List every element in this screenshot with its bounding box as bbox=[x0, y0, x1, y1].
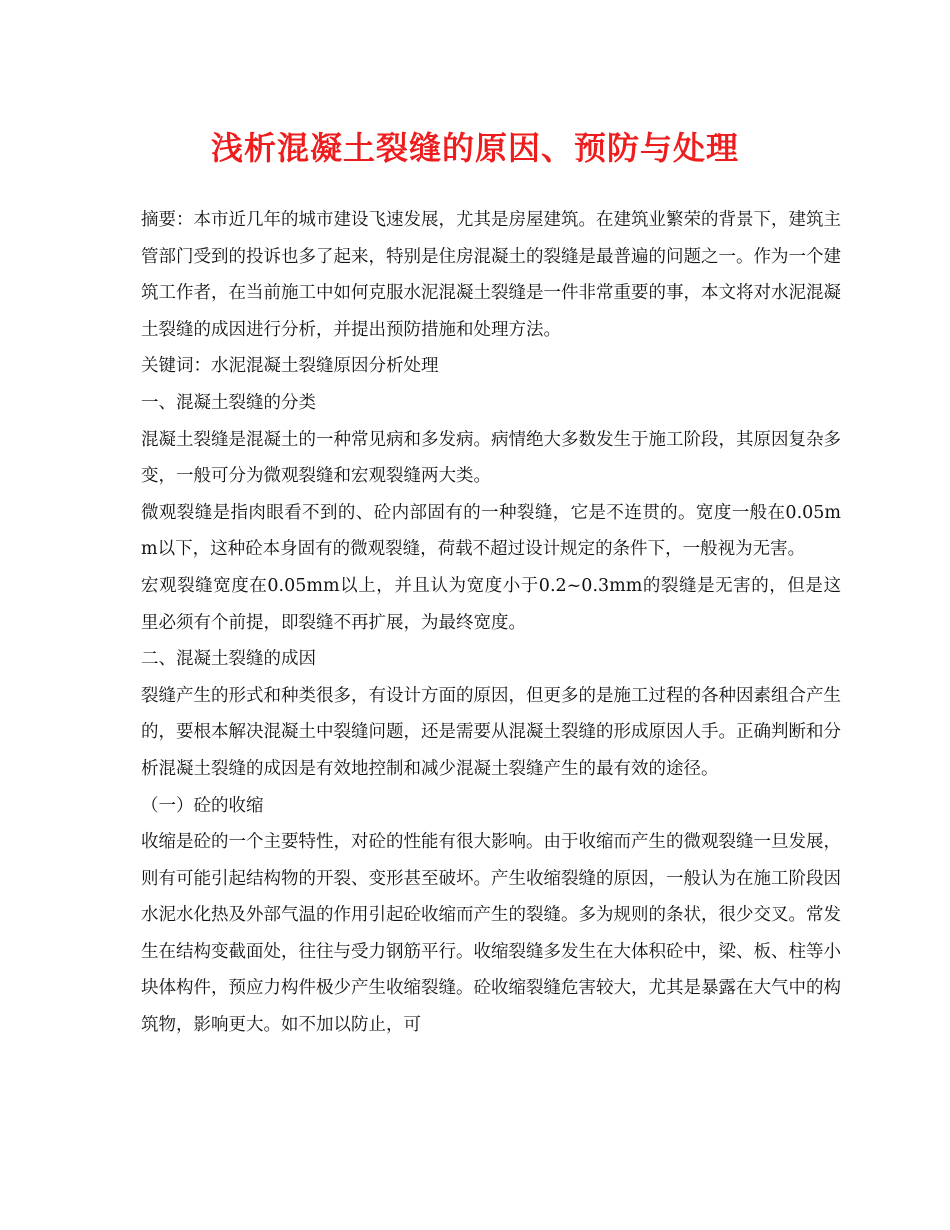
body-paragraph: 宏观裂缝宽度在0.05mm以上，并且认为宽度小于0.2~0.3mm的裂缝是无害的，但是这里必须有个前提，即裂缝不再扩展，为最终宽度。 bbox=[141, 575, 841, 633]
body-paragraph: 裂缝产生的形式和种类很多，有设计方面的原因，但更多的是施工过程的各种因素组合产生的，要根本解决混凝土中裂缝问题，还是需要从混凝土裂缝的形成原因人手。正确判断和分析混凝土裂缝的成因是有效地控制和减少混凝土裂缝产生的最有效的途径。 bbox=[141, 685, 841, 779]
keywords-line: 关键词：水泥混凝土裂缝原因分析处理 bbox=[141, 356, 439, 377]
section-heading: 二、混凝土裂缝的成因 bbox=[141, 649, 316, 670]
subsection-heading: （一）砼的收缩 bbox=[141, 795, 264, 816]
document-body bbox=[141, 202, 841, 1044]
section-heading: 一、混凝土裂缝的分类 bbox=[141, 392, 316, 413]
body-paragraph: 微观裂缝是指肉眼看不到的、砼内部固有的一种裂缝，它是不连贯的。宽度一般在0.05mm以下，这种砼本身固有的微观裂缝，荷载不超过设计规定的条件下，一般视为无害。 bbox=[141, 502, 841, 560]
document-title: 浅析混凝土裂缝的原因、预防与处理 bbox=[210, 129, 739, 167]
abstract-paragraph: 摘要：本市近几年的城市建设飞速发展，尤其是房屋建筑。在建筑业繁荣的背景下，建筑主管部门受到的投诉也多了起来，特别是住房混凝土的裂缝是最普遍的问题之一。作为一个建筑工作者，在当前施工中如何克服水泥混凝土裂缝是一件非常重要的事，本文将对水泥混凝土裂缝的成因进行分析，并提出预防措施和处理方法。 bbox=[141, 210, 841, 340]
body-paragraph: 混凝土裂缝是混凝土的一种常见病和多发病。病情绝大多数发生于施工阶段，其原因复杂多变，一般可分为微观裂缝和宏观裂缝两大类。 bbox=[141, 429, 841, 487]
body-paragraph: 收缩是砼的一个主要特性，对砼的性能有很大影响。由于收缩而产生的微观裂缝一旦发展，则有可能引起结构物的开裂、变形甚至破坏。产生收缩裂缝的原因，一般认为在施工阶段因水泥水化热及外部气温的作用引起砼收缩而产生的裂缝。多为规则的条状，很少交叉。常发生在结构变截面处，往往与受力钢筋平行。收缩裂缝多发生在大体积砼中，梁、板、柱等小块体构件，预应力构件极少产生收缩裂缝。砼收缩裂缝危害较大，尤其是暴露在大气中的构筑物，影响更大。如不加以防止，可 bbox=[141, 832, 841, 1036]
